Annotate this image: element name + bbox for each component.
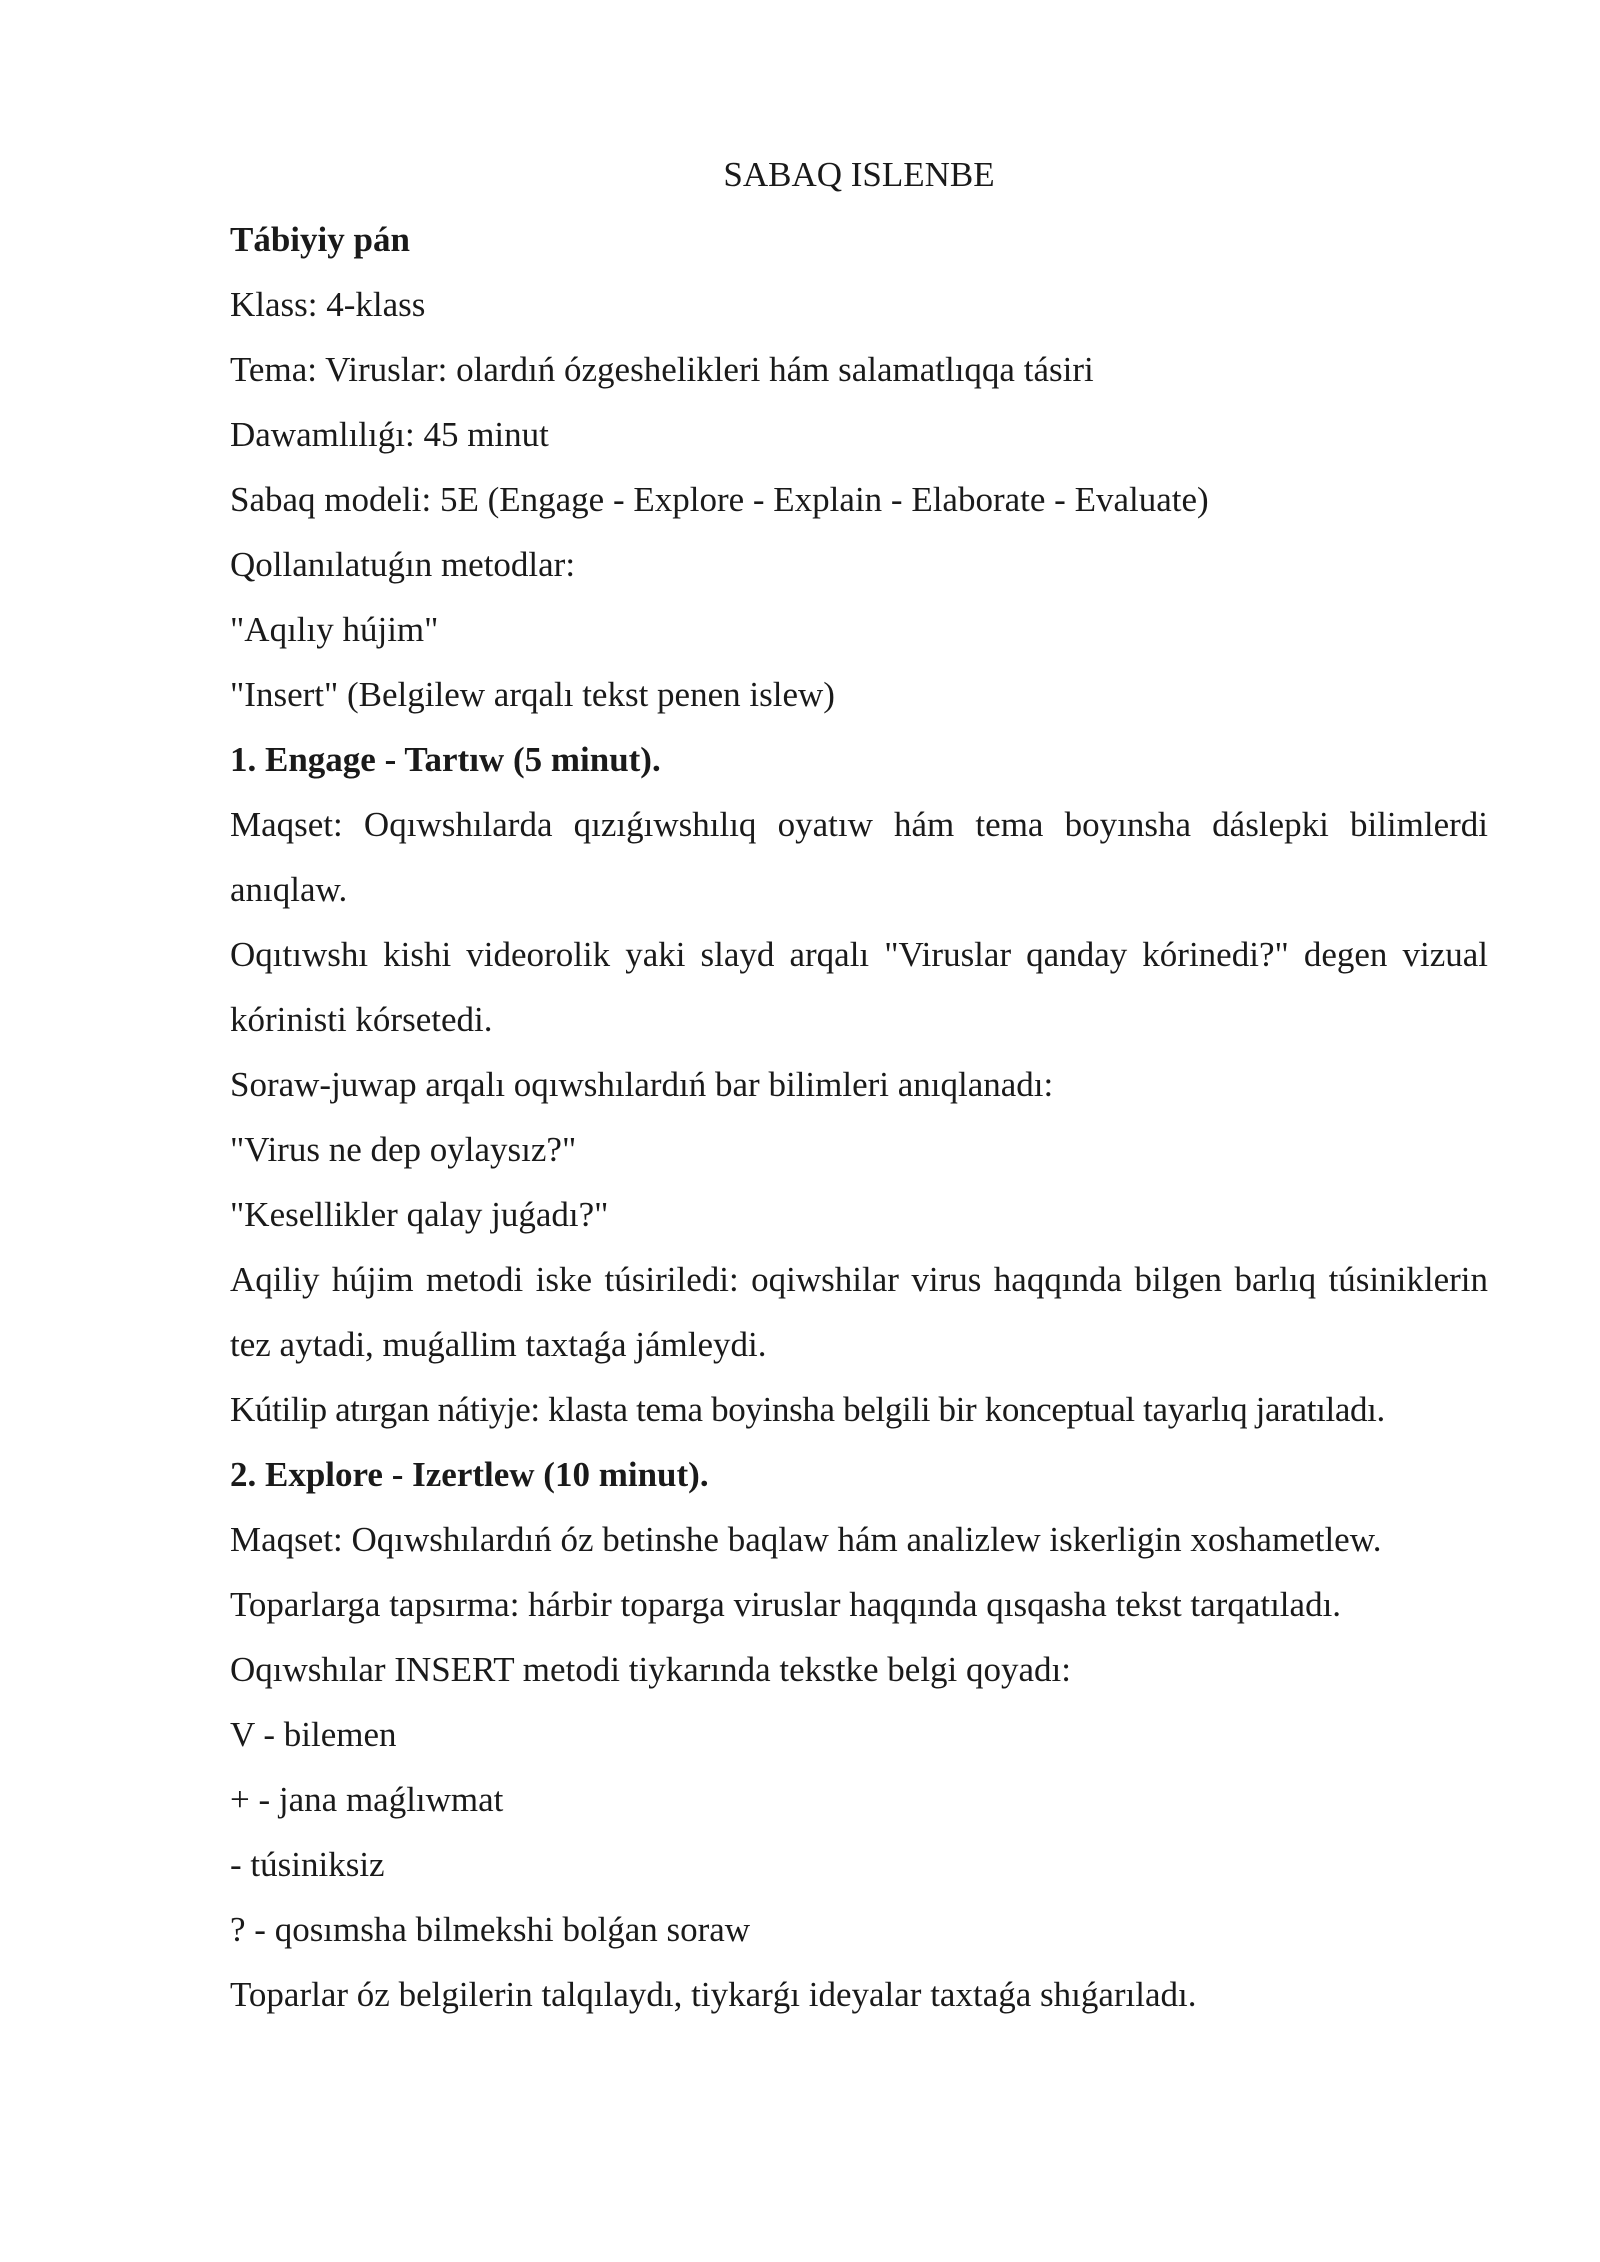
engage-brainstorm-paragraph: Aqiliy hújim metodi iske túsiriledi: oqiwshilar virus haqqında bilgen barlıq túsiniklerin tez aytadi, muǵallim taxtaǵa jámleydi. [230,1260,1488,1364]
insert-mark-item: + - jana maǵlıwmat [230,1780,504,1819]
explore-task-paragraph: Toparlarga tapsırma: hárbir toparga viruslar haqqında qısqasha tekst tarqatıladı. [230,1585,1342,1624]
section-heading-engage: 1. Engage - Tartıw (5 minut). [230,740,661,779]
topic-line: Tema: Viruslar: olardıń ózgeshelikleri hám salamatlıqqa tásiri [230,350,1094,389]
insert-mark-item: - túsiniksiz [230,1845,385,1884]
insert-mark-item: ? - qosımsha bilmekshi bolǵan soraw [230,1910,751,1949]
document-title: SABAQ ISLENBE [723,155,995,194]
engage-questions-intro: Soraw-juwap arqalı oqıwshılardıń bar bilimleri anıqlanadı: [230,1065,1054,1104]
explore-summary-paragraph: Toparlar óz belgilerin talqılaydı, tiykarǵı ideyalar taxtaǵa shıǵarıladı. [230,1975,1197,2014]
duration-line: Dawamlılıǵı: 45 minut [230,415,549,454]
class-line: Klass: 4-klass [230,285,426,324]
engage-expected-result: Kútilip atırgan nátiyje: klasta tema boyinsha belgili bir konceptual tayarlıq jaratıladı. [230,1390,1385,1429]
model-line: Sabaq modeli: 5E (Engage - Explore - Explain - Elaborate - Evaluate) [230,480,1209,519]
insert-mark-item: V - bilemen [230,1715,397,1754]
engage-video-paragraph: Oqıtıwshı kishi videorolik yaki slayd arqalı "Viruslar qanday kórinedi?" degen vizual kórinisti kórsetedi. [230,935,1488,1039]
methods-heading: Qollanılatuǵın metodlar: [230,545,576,584]
engage-goal-paragraph: Maqset: Oqıwshılarda qızıǵıwshılıq oyatıw hám tema boyınsha dáslepki bilimlerdi anıqlaw. [230,805,1488,909]
subject-heading: Tábiyiy pán [230,220,410,259]
explore-goal-paragraph: Maqset: Oqıwshılardıń óz betinshe baqlaw hám analizlew iskerligin xoshametlew. [230,1520,1382,1559]
engage-question: "Kesellikler qalay juǵadı?" [230,1195,609,1234]
explore-insert-intro: Oqıwshılar INSERT metodi tiykarında tekstke belgi qoyadı: [230,1650,1072,1689]
method-item: "Aqılıy hújim" [230,610,439,649]
engage-question: "Virus ne dep oylaysız?" [230,1130,577,1169]
document-page [230,142,1488,2027]
section-heading-explore: 2. Explore - Izertlew (10 minut). [230,1455,709,1494]
method-item: "Insert" (Belgilew arqalı tekst penen islew) [230,675,835,714]
